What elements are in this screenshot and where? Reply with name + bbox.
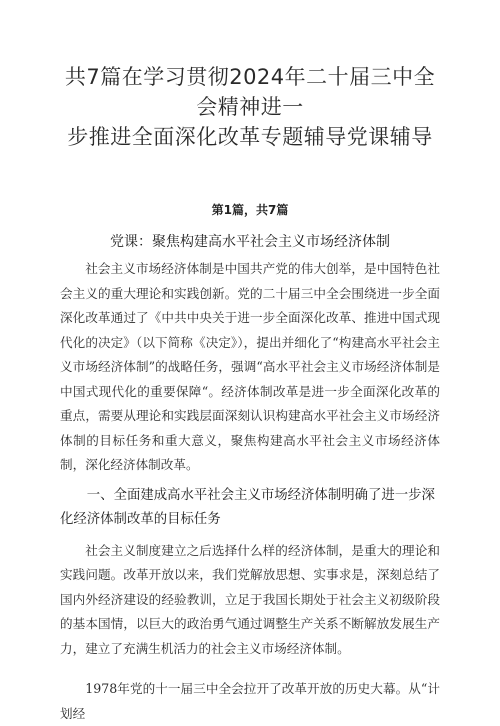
section-heading-1: 一、全面建成高水平社会主义市场经济体制明确了进一步深化经济体制改革的目标任务 [60,487,435,527]
paragraph-section1-body: 社会主义制度建立之后选择什么样的经济体制，是重大的理论和实践问题。改革开放以来，我们党解放思想、实事求是，深刻总结了国内外经济建设的经验教训，立足于我国长期处于社会主义初级阶段的基本国情，以巨大的政治勇气通过调整生产关系不断解放发展生产力，建立了充满生机活力的社会主义市场经济体制。 [60,542,440,656]
part-label: 第1篇，共7篇 [211,203,289,217]
paragraph-intro: 社会主义市场经济体制是中国共产党的伟大创举，是中国特色社会主义的重大理论和实践创新。党的二十届三中全会围绕进一步全面深化改革通过了《中共中央关于进一步全面深化改革、推进中国式现代化的决定》（以下简称《决定》），提出并细化了“构建高水平社会主义市场经济体制”的战略任务，强调“高水平社会主义市场经济体制是中国式现代化的重要保障“。经济体制改革是进一步全面深化改革的重点，需要从理论和实践层面深刻认识构建高水平社会主义市场经济体制的目标任务和重大意义，聚焦构建高水平社会主义市场经济体制，深化经济体制改革。 [60,261,440,472]
document-title [60,62,440,152]
document-title-line-1: 共7篇在学习贯彻2024年二十届三中全会精神进一 [64,65,436,119]
document-title-line-2: 步推进全面深化改革专题辅导党课辅导 [67,125,433,149]
main-heading: 党课：聚焦构建高水平社会主义市场经济体制 [110,234,390,250]
paragraph-history: 1978年党的十一届三中全会拉开了改革开放的历史大幕。从“计划经 [60,681,440,721]
